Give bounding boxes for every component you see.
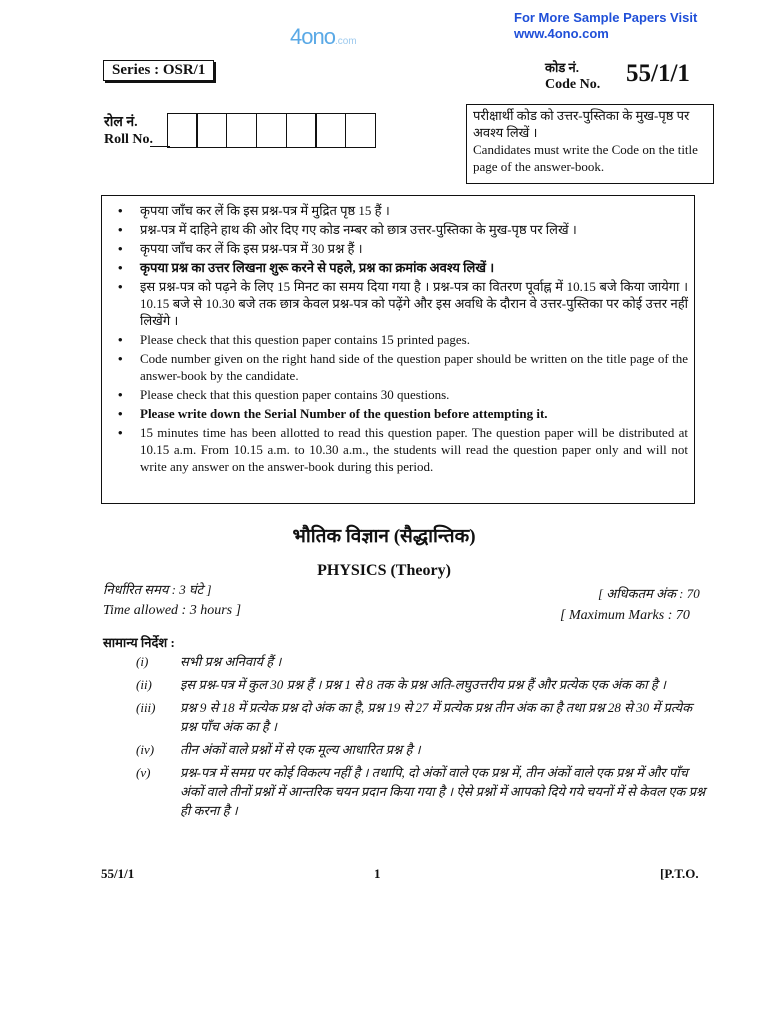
general-instruction-item — [104, 675, 706, 694]
bullet-icon: • — [118, 279, 123, 294]
roll-box[interactable] — [167, 113, 198, 148]
general-instruction-item — [104, 740, 706, 759]
instruction-item — [112, 240, 688, 257]
general-instruction-item — [104, 698, 706, 736]
bullet-icon: • — [118, 332, 123, 347]
bullet-icon: • — [118, 406, 123, 421]
instruction-text: कृपया जाँच कर लें कि इस प्रश्न-पत्र में 30 प्रश्न हैं । — [140, 241, 363, 256]
instruction-item — [112, 278, 688, 329]
roll-label: Roll No. — [104, 132, 153, 147]
instruction-text: Please check that this question paper contains 15 printed pages. — [140, 332, 470, 347]
item-text: प्रश्न 9 से 18 में प्रत्येक प्रश्न दो अंक का है, प्रश्न 19 से 27 में प्रत्येक प्रश्न तीन अंक का है तथा प्रश्न 28 से 30 में प्रत्येक प्रश्न पाँच अंक का है । — [180, 700, 693, 734]
instruction-text: इस प्रश्न-पत्र को पढ़ने के लिए 15 मिनट का समय दिया गया है । प्रश्न-पत्र का वितरण पूर्वाह्न में 10.15 बजे किया जायेगा । 10.15 बजे से 10.30 बजे तक छात्र केवल प्रश्न-पत्र को पढ़ेंगे और इस अवधि के दौरान वे उत्तर-पुस्तिका पर कोई उत्तर नहीं लिखेंगे । — [140, 279, 688, 328]
roll-box[interactable] — [315, 113, 346, 148]
item-number: (iii) — [136, 700, 156, 715]
footer-code: 55/1/1 — [101, 866, 135, 881]
promo-line-1: For More Sample Papers Visit — [514, 10, 698, 25]
series-label: Series : OSR/1 — [103, 60, 214, 81]
candidate-note-hindi: परीक्षार्थी कोड को उत्तर-पुस्तिका के मुख-पृष्ठ पर अवश्य लिखें । — [473, 108, 690, 140]
subject-title-hindi: भौतिक विज्ञान (सैद्धान्तिक) — [292, 526, 476, 547]
max-marks-hindi: [ अधिकतम अंक : 70 — [598, 586, 700, 601]
roll-box[interactable] — [256, 113, 287, 148]
roll-box[interactable] — [286, 113, 317, 148]
instruction-text: कृपया प्रश्न का उत्तर लिखना शुरू करने से पहले, प्रश्न का क्रमांक अवश्य लिखें । — [140, 260, 495, 275]
instructions-box — [101, 195, 695, 504]
item-number: (i) — [136, 654, 149, 669]
bullet-icon: • — [118, 425, 123, 440]
bullet-icon: • — [118, 241, 123, 256]
instruction-text: 15 minutes time has been allotted to read this question paper. The question paper will be distributed at 10.15 a.m. From 10.15 a.m. to 10.30 a.m., the students will read the question paper only and will not write any answer on the answer-book during this period. — [140, 425, 688, 474]
code-label: Code No. — [545, 77, 601, 92]
instruction-item — [112, 221, 688, 238]
instruction-item — [112, 331, 688, 348]
bullet-icon: • — [118, 203, 123, 218]
instruction-item — [112, 405, 688, 422]
instruction-item — [112, 386, 688, 403]
item-text: तीन अंकों वाले प्रश्नों में से एक मूल्य आधारित प्रश्न है । — [180, 742, 421, 757]
item-number: (ii) — [136, 677, 152, 692]
item-text: इस प्रश्न-पत्र में कुल 30 प्रश्न हैं । प्रश्न 1 से 8 तक के प्रश्न अति-लघुउत्तरीय प्रश्न हैं और प्रत्येक एक अंक का है । — [180, 677, 666, 692]
bullet-icon: • — [118, 260, 123, 275]
code-label-hindi: कोड नं. — [545, 60, 580, 75]
max-marks: [ Maximum Marks : 70 — [560, 608, 690, 623]
bullet-icon: • — [118, 222, 123, 237]
pto-label: [P.T.O. — [660, 866, 699, 881]
roll-box[interactable] — [196, 113, 227, 148]
bullet-icon: • — [118, 387, 123, 402]
general-instructions-heading: सामान्य निर्देश : — [103, 635, 175, 650]
roll-box[interactable] — [345, 113, 376, 148]
instruction-text: कृपया जाँच कर लें कि इस प्रश्न-पत्र में मुद्रित पृष्ठ 15 हैं । — [140, 203, 390, 218]
instruction-text: Please check that this question paper contains 30 questions. — [140, 387, 450, 402]
time-allowed-hindi: निर्धारित समय : 3 घंटे ] — [103, 582, 212, 597]
promo-link[interactable]: www.4ono.com — [514, 26, 609, 41]
code-number: 55/1/1 — [626, 60, 690, 87]
general-instruction-item — [104, 652, 706, 671]
item-number: (iv) — [136, 742, 155, 757]
instruction-text: Please write down the Serial Number of the question before attempting it. — [140, 406, 548, 421]
site-logo — [290, 24, 357, 50]
time-allowed: Time allowed : 3 hours ] — [103, 603, 242, 618]
item-text: सभी प्रश्न अनिवार्य हैं । — [180, 654, 282, 669]
instruction-item — [112, 202, 688, 219]
roll-label-hindi: रोल नं. — [104, 115, 138, 130]
promo-text — [514, 10, 697, 42]
item-text: प्रश्न-पत्र में समग्र पर कोई विकल्प नहीं है । तथापि, दो अंकों वाले एक प्रश्न में, तीन अंकों वाले एक प्रश्न में और पाँच अंकों वाले तीनों प्रश्नों में आन्तरिक चयन प्रदान किया गया है । ऐसे प्रश्नों में आपको दिये गये चयनों में से केवल एक प्रश्न ही करना है । — [180, 765, 706, 818]
instruction-item — [112, 350, 688, 384]
instruction-text: प्रश्न-पत्र में दाहिने हाथ की ओर दिए गए कोड नम्बर को छात्र उत्तर-पुस्तिका के मुख-पृष्ठ पर लिखें । — [140, 222, 577, 237]
candidate-note-english: Candidates must write the Code on the title page of the answer-book. — [473, 142, 698, 174]
logo-suffix: .com — [334, 36, 357, 47]
bullet-icon: • — [118, 351, 123, 366]
subject-title: PHYSICS (Theory) — [317, 562, 451, 579]
item-number: (v) — [136, 765, 151, 780]
instruction-text: Code number given on the right hand side of the question paper should be written on the title page of the answer-book by the candidate. — [140, 351, 688, 383]
logo-text: 4ono — [290, 24, 335, 49]
instruction-item — [112, 259, 688, 276]
general-instructions-list — [104, 652, 706, 824]
instructions-list — [112, 202, 688, 475]
candidate-note-box — [466, 104, 714, 184]
page-number: 1 — [374, 866, 381, 881]
roll-number-boxes[interactable] — [168, 113, 376, 148]
general-instruction-item — [104, 763, 706, 820]
roll-box[interactable] — [226, 113, 257, 148]
instruction-item — [112, 424, 688, 475]
